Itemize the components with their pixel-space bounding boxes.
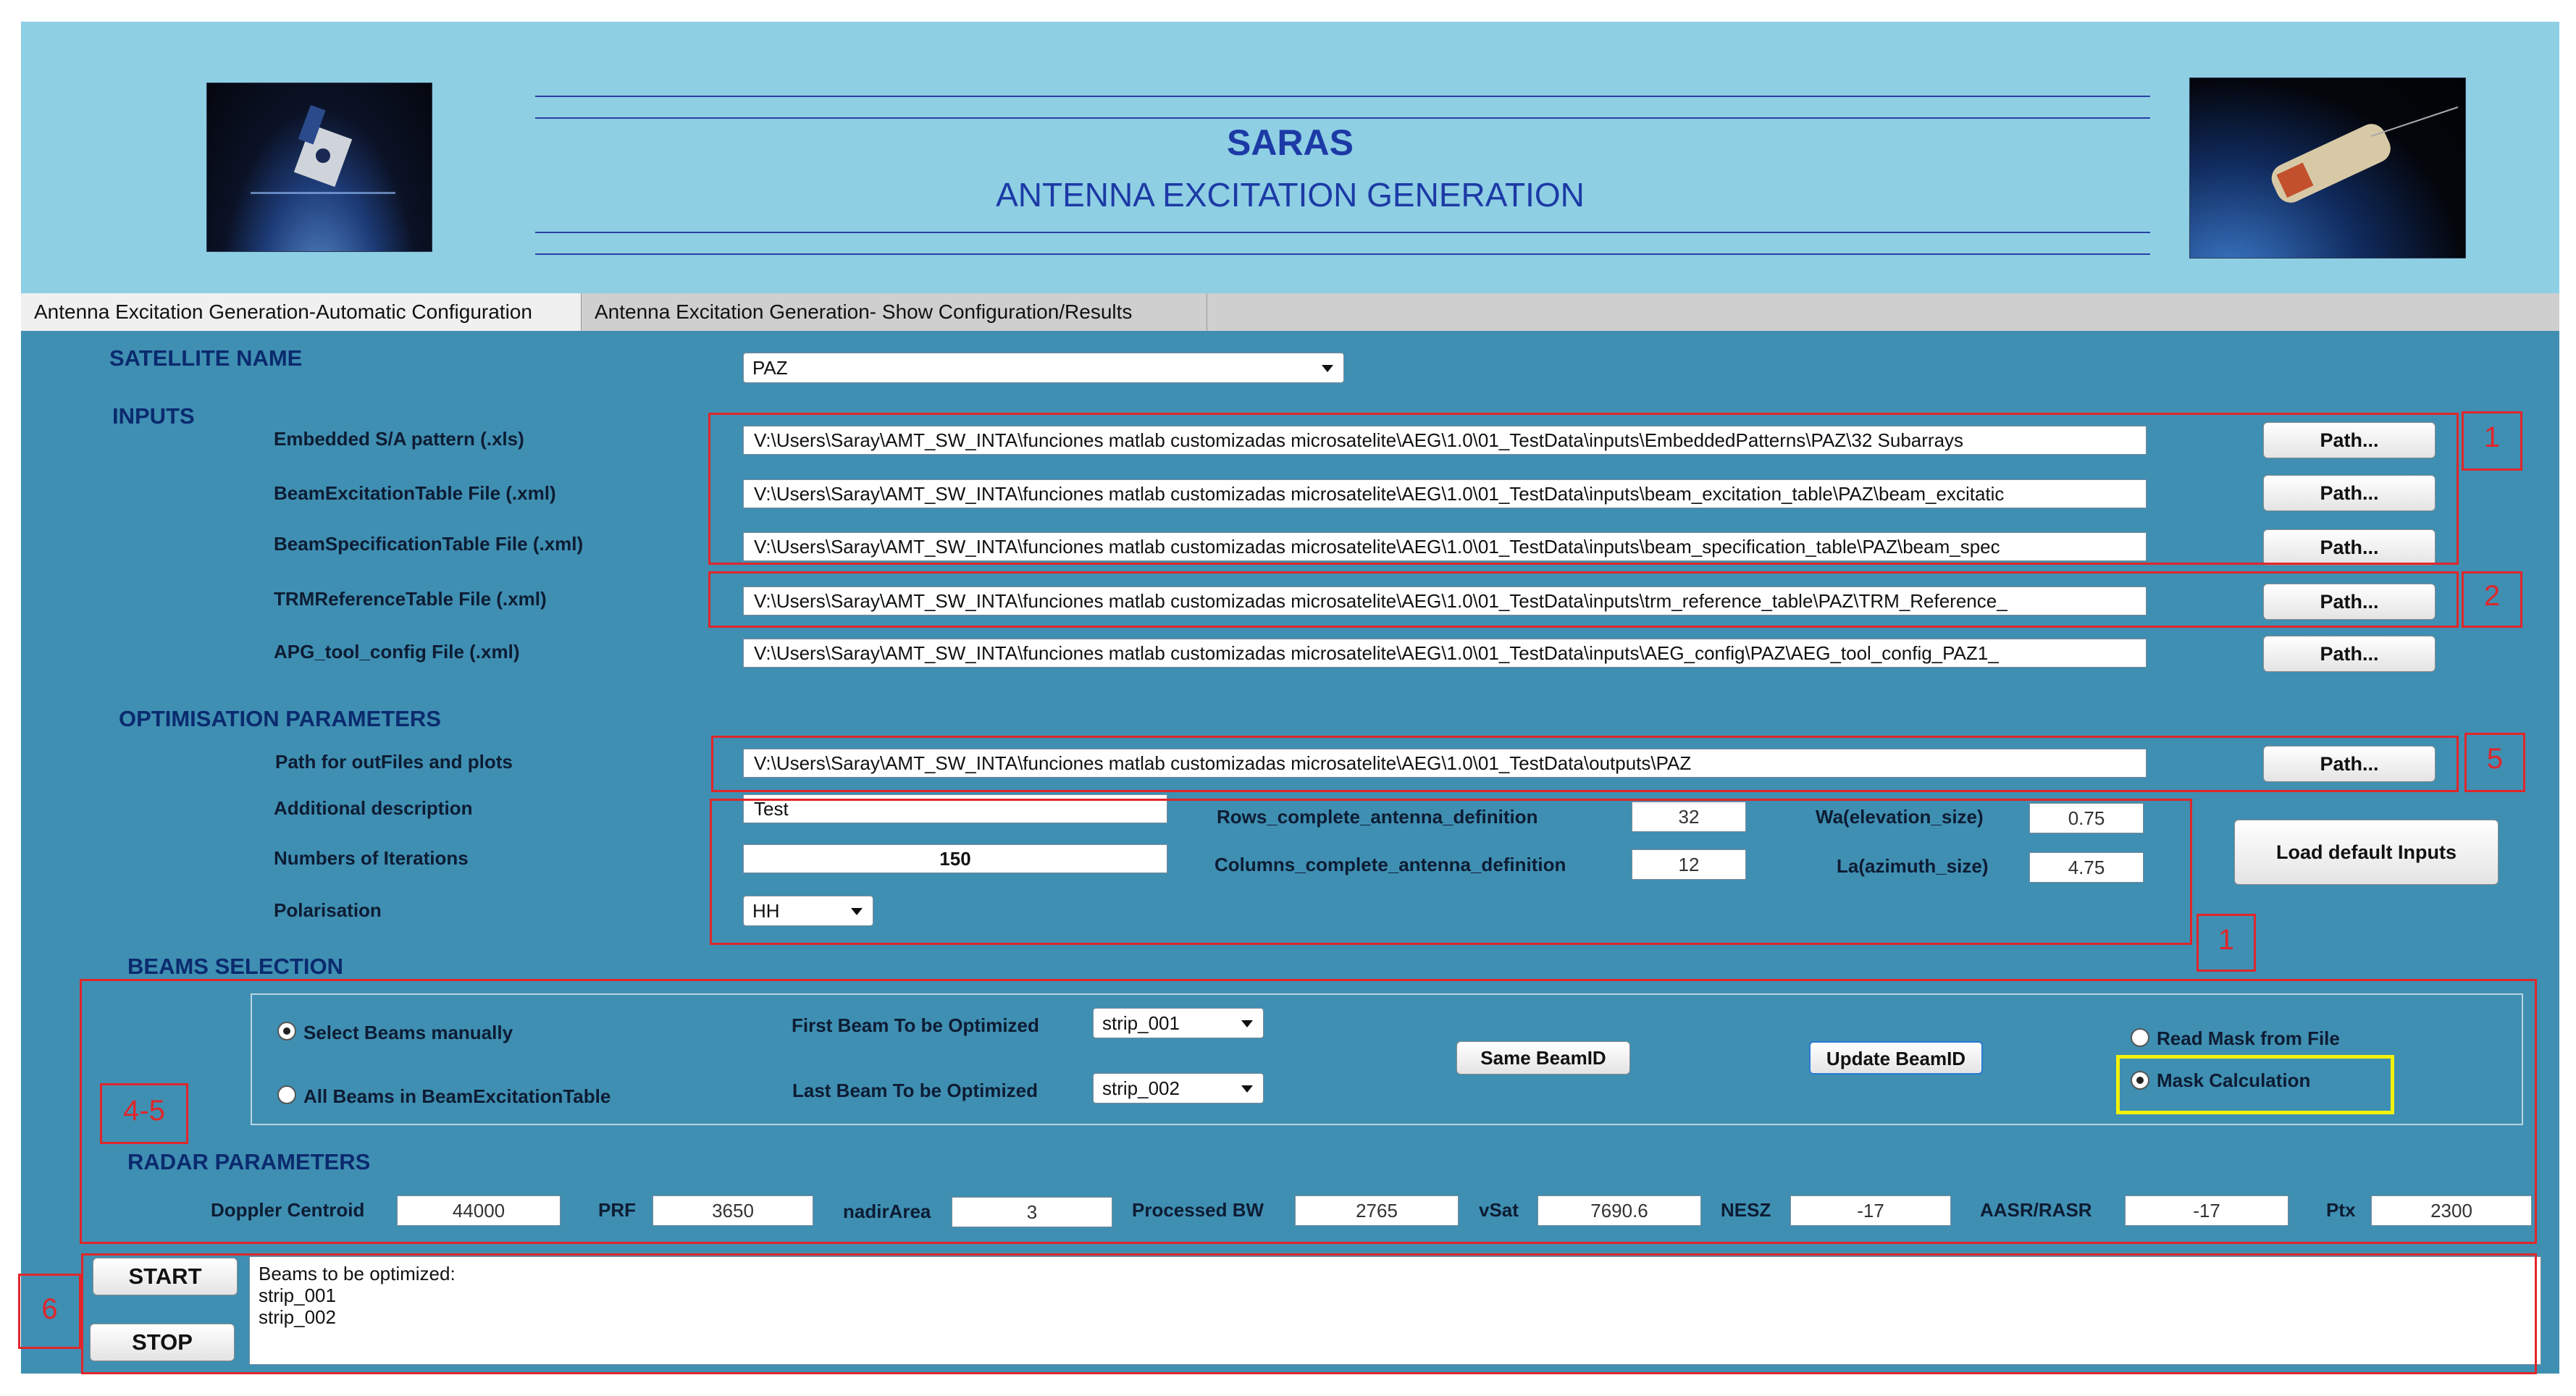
tab-automatic-configuration[interactable]: Antenna Excitation Generation-Automatic Configuration [21,293,581,331]
header-rule-4 [535,253,2150,255]
ptx-field[interactable]: 2300 [2371,1195,2532,1226]
processed-bw-field[interactable]: 2765 [1295,1195,1459,1226]
log-line: strip_001 [259,1284,336,1306]
optimisation-section-title: OPTIMISATION PARAMETERS [119,706,441,731]
chevron-down-icon [1322,365,1333,372]
satellite-earth-logo [206,83,432,252]
nesz-field[interactable]: -17 [1790,1195,1951,1226]
header-rule-3 [535,232,2150,233]
satellite-icon [207,83,432,251]
radar-section-title: RADAR PARAMETERS [127,1149,371,1174]
processed-bw-label: Processed BW [1132,1199,1264,1221]
annotation-box-parameters [710,799,2192,945]
path-button-embedded[interactable]: Path... [2263,422,2436,458]
annotation-label-1: 1 [2483,421,2501,453]
header-rule-1 [535,96,2150,97]
input-label-trm-reference: TRMReferenceTable File (.xml) [274,588,547,610]
log-line: Beams to be optimized: [259,1263,456,1284]
header-rule-2 [535,117,2150,119]
description-field[interactable]: Test [743,794,1167,823]
input-label-beam-excitation: BeamExcitationTable File (.xml) [274,482,556,504]
mask-calculation-label: Mask Calculation [2157,1069,2311,1091]
satellite-icon [2190,78,2465,258]
input-field-embedded[interactable]: V:\Users\Saray\AMT_SW_INTA\funciones matlab customizadas microsatelite\AEG\1.0\01_TestData\inputs\EmbeddedPatterns\PAZ\32 Subarrays [743,426,2147,455]
log-line: strip_002 [259,1306,336,1328]
outpath-label: Path for outFiles and plots [275,751,513,773]
input-field-beam-excitation[interactable]: V:\Users\Saray\AMT_SW_INTA\funciones matlab customizadas microsatelite\AEG\1.0\01_TestData\inputs\beam_excitation_table\PAZ\beam_excitatic [743,479,2147,508]
satellite-dropdown-value: PAZ [752,357,788,379]
annotation-box-inputs [708,413,2459,565]
start-button[interactable]: START [93,1258,238,1295]
rows-field[interactable]: 32 [1632,802,1746,832]
nadirarea-field[interactable]: 3 [952,1197,1112,1227]
annotation-box-beams-radar [80,979,2537,1244]
vsat-label: vSat [1479,1199,1519,1221]
input-label-beam-specification: BeamSpecificationTable File (.xml) [274,533,584,555]
path-button-beam-excitation[interactable]: Path... [2263,475,2436,511]
annotation-label-6: 6 [41,1293,58,1325]
input-field-apg-config[interactable]: V:\Users\Saray\AMT_SW_INTA\funciones matlab customizadas microsatelite\AEG\1.0\01_TestData\inputs\AEG_config\PAZ\AEG_tool_config_PAZ1_ [743,639,2147,668]
la-field[interactable]: 4.75 [2029,852,2144,883]
prf-field[interactable]: 3650 [653,1195,813,1226]
satellite-section-title: SATELLITE NAME [109,345,303,371]
aasr-label: AASR/RASR [1980,1199,2092,1221]
tab-show-configuration-results[interactable]: Antenna Excitation Generation- Show Configuration/Results [581,293,1207,331]
annotation-box-controls [81,1253,2537,1374]
wa-field[interactable]: 0.75 [2029,803,2144,833]
header-banner [21,22,2559,293]
satellite-space-logo [2189,77,2466,258]
ptx-label: Ptx [2326,1199,2356,1221]
same-beamid-button[interactable]: Same BeamID [1456,1041,1630,1075]
update-beamid-button[interactable]: Update BeamID [1809,1041,1983,1075]
annotation-label-4-5: 4-5 [123,1095,165,1127]
annotation-label-2: 2 [2483,580,2501,612]
last-beam-value: strip_002 [1102,1077,1180,1099]
inputs-section-title: INPUTS [112,403,195,429]
app-subtitle: ANTENNA EXCITATION GENERATION [996,176,1585,214]
annotation-box-trm [708,571,2459,628]
path-button-trm-reference[interactable]: Path... [2263,584,2436,620]
iterations-label: Numbers of Iterations [274,847,469,869]
last-beam-label: Last Beam To be Optimized [792,1080,1039,1101]
aasr-field[interactable]: -17 [2125,1195,2288,1226]
nadirarea-label: nadirArea [843,1201,931,1222]
annotation-box-outpath [711,736,2459,792]
app-title: SARAS [1226,122,1354,163]
beams-section-title: BEAMS SELECTION [127,954,343,979]
columns-field[interactable]: 12 [1632,849,1746,880]
outpath-field[interactable]: V:\Users\Saray\AMT_SW_INTA\funciones matlab customizadas microsatelite\AEG\1.0\01_TestData\outputs\PAZ [743,749,2147,778]
columns-label: Columns_complete_antenna_definition [1214,854,1566,875]
la-label: La(azimuth_size) [1837,855,1989,877]
description-label: Additional description [274,797,473,819]
wa-label: Wa(elevation_size) [1816,806,1984,828]
read-mask-label: Read Mask from File [2157,1027,2340,1049]
doppler-label: Doppler Centroid [211,1199,365,1221]
doppler-field[interactable]: 44000 [397,1195,561,1226]
path-button-apg-config[interactable]: Path... [2263,636,2436,672]
satellite-dropdown[interactable] [743,353,1344,383]
tab-bar [21,293,2559,331]
path-button-beam-specification[interactable]: Path... [2263,529,2436,565]
input-field-beam-specification[interactable]: V:\Users\Saray\AMT_SW_INTA\funciones matlab customizadas microsatelite\AEG\1.0\01_TestData\inputs\beam_specification_table\PAZ\beam_spec [743,532,2147,561]
polarisation-dropdown-value: HH [752,900,780,922]
stop-button[interactable]: STOP [90,1324,235,1361]
first-beam-value: strip_001 [1102,1012,1180,1034]
rows-label: Rows_complete_antenna_definition [1217,806,1538,828]
vsat-field[interactable]: 7690.6 [1537,1195,1701,1226]
annotation-label-1b: 1 [2218,924,2235,956]
path-button-outpath[interactable]: Path... [2263,746,2436,782]
load-default-inputs-button[interactable]: Load default Inputs [2234,820,2499,885]
nesz-label: NESZ [1721,1199,1771,1221]
iterations-field[interactable]: 150 [743,844,1167,873]
prf-label: PRF [598,1199,636,1221]
annotation-label-5: 5 [2486,743,2504,775]
input-field-trm-reference[interactable]: V:\Users\Saray\AMT_SW_INTA\funciones matlab customizadas microsatelite\AEG\1.0\01_TestData\inputs\trm_reference_table\PAZ\TRM_Reference_ [743,586,2147,615]
all-beams-label: All Beams in BeamExcitationTable [303,1085,611,1107]
input-label-apg-config: APG_tool_config File (.xml) [274,641,520,663]
first-beam-label: First Beam To be Optimized [792,1014,1039,1036]
select-manually-label: Select Beams manually [303,1022,513,1043]
polarisation-label: Polarisation [274,899,382,921]
input-label-embedded: Embedded S/A pattern (.xls) [274,428,524,450]
